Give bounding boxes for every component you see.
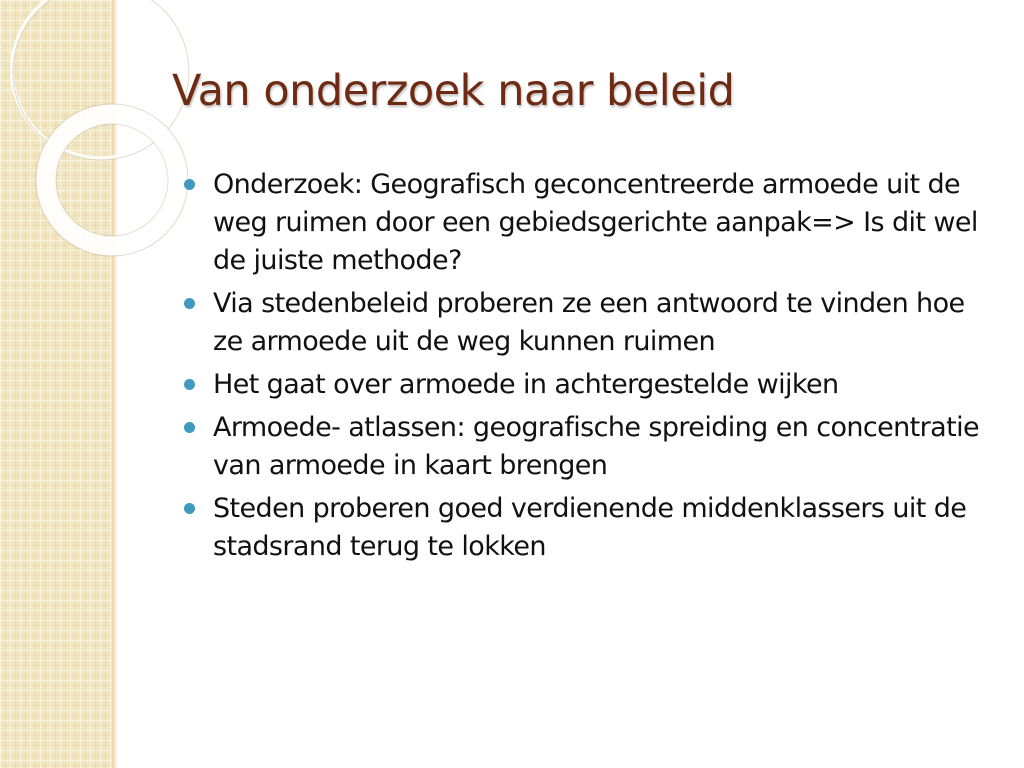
bullet-text: Onderzoek: Geografisch geconcentreerde armoede uit de weg ruimen door een gebiedsgerichte aanpak=> Is dit wel de juiste methode?: [213, 169, 978, 276]
bullet-item: [184, 366, 984, 404]
bullet-text: Via stedenbeleid proberen ze een antwoord te vinden hoe ze armoede uit de weg kunnen ruimen: [213, 288, 965, 357]
slide-title: Van onderzoek naar beleid: [172, 66, 735, 116]
bullet-item: [184, 285, 984, 361]
bullet-dot-icon: [184, 379, 195, 390]
bullet-item: [184, 166, 984, 280]
bullet-text: Armoede- atlassen: geografische spreiding en concentratie van armoede in kaart brengen: [213, 412, 979, 481]
bullet-list: [184, 166, 984, 571]
ring-ornament-icon: [0, 0, 160, 260]
bullet-dot-icon: [184, 298, 195, 309]
bullet-dot-icon: [184, 179, 195, 190]
bullet-dot-icon: [184, 503, 195, 514]
bullet-dot-icon: [184, 422, 195, 433]
bullet-text: Steden proberen goed verdienende middenklassers uit de stadsrand terug te lokken: [213, 493, 967, 562]
bullet-text: Het gaat over armoede in achtergestelde wijken: [213, 369, 839, 400]
bullet-item: [184, 490, 984, 566]
bullet-item: [184, 409, 984, 485]
